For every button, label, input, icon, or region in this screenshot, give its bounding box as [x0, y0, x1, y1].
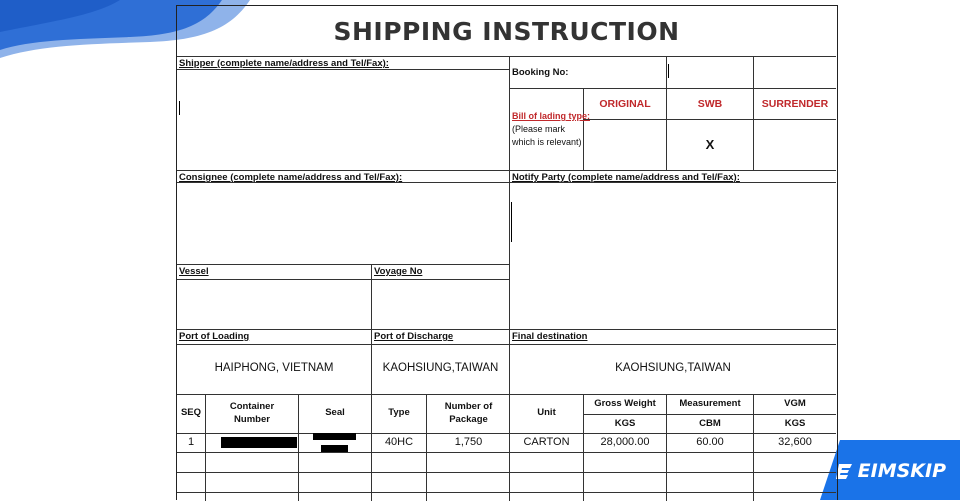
cell-measurement: 60.00 — [696, 436, 724, 448]
header-seq: SEQ — [180, 407, 202, 418]
cell-type: 40HC — [384, 436, 414, 448]
cell-packages: 1,750 — [454, 436, 483, 448]
bl-option-original[interactable]: ORIGINAL — [599, 98, 651, 110]
header-container-line-1: Container — [229, 401, 275, 412]
form-title: SHIPPING INSTRUCTION — [333, 16, 680, 46]
port-of-loading-value: HAIPHONG, VIETNAM — [214, 362, 334, 374]
header-seal: Seal — [325, 407, 345, 418]
unit-gross-weight: KGS — [614, 418, 636, 429]
cell-seq: 1 — [187, 436, 195, 448]
header-packages-line-2: Package — [449, 414, 488, 425]
bill-of-lading-type-label: Bill of lading type: — [512, 111, 590, 121]
port-of-discharge-value: KAOHSIUNG,TAIWAN — [382, 362, 499, 374]
header-type: Type — [388, 407, 410, 418]
port-of-discharge-label: Port of Discharge — [374, 331, 454, 342]
bl-type-hint-line-2: which is relevant) — [512, 137, 582, 147]
header-gross-weight: Gross Weight — [594, 398, 656, 409]
unit-vgm: KGS — [784, 418, 806, 429]
bl-option-swb[interactable]: SWB — [697, 98, 723, 110]
cell-unit: CARTON — [523, 436, 570, 448]
final-destination-value: KAOHSIUNG,TAIWAN — [615, 362, 731, 374]
shipping-instruction-form — [176, 5, 838, 500]
eimskip-logo — [834, 460, 946, 482]
header-unit: Unit — [537, 407, 556, 418]
consignee-label: Consignee (complete name/address and Tel/Fax): — [179, 172, 403, 183]
header-container-line-2: Number — [234, 414, 270, 425]
unit-measurement: CBM — [699, 418, 721, 429]
bl-option-surrender[interactable]: SURRENDER — [761, 98, 829, 110]
shipper-text-cursor — [179, 101, 180, 115]
cell-gross-weight: 28,000.00 — [600, 436, 650, 448]
notify-party-text-cursor — [511, 202, 512, 242]
booking-label: Booking No: — [512, 67, 569, 78]
cell-vgm: 32,600 — [778, 436, 812, 448]
brand-name: EIMSKIP — [857, 460, 946, 482]
seal-redacted-1 — [313, 433, 356, 440]
swb-selected-mark[interactable]: X — [705, 137, 715, 152]
header-packages-line-1: Number of — [444, 401, 493, 412]
bl-type-hint-line-1: (Please mark — [512, 124, 566, 134]
port-of-loading-label: Port of Loading — [179, 331, 250, 342]
seal-redacted-2 — [321, 445, 348, 452]
final-destination-label: Final destination — [512, 331, 588, 342]
header-vgm: VGM — [784, 398, 806, 409]
notify-party-label: Notify Party (complete name/address and Tel/Fax): — [512, 172, 740, 183]
vessel-label: Vessel — [179, 266, 209, 277]
voyage-no-label: Voyage No — [374, 266, 423, 277]
container-number-redacted — [221, 437, 297, 448]
header-measurement: Measurement — [679, 398, 741, 409]
booking-number-field[interactable] — [668, 64, 669, 78]
shipper-label: Shipper (complete name/address and Tel/Fax): — [179, 58, 389, 69]
